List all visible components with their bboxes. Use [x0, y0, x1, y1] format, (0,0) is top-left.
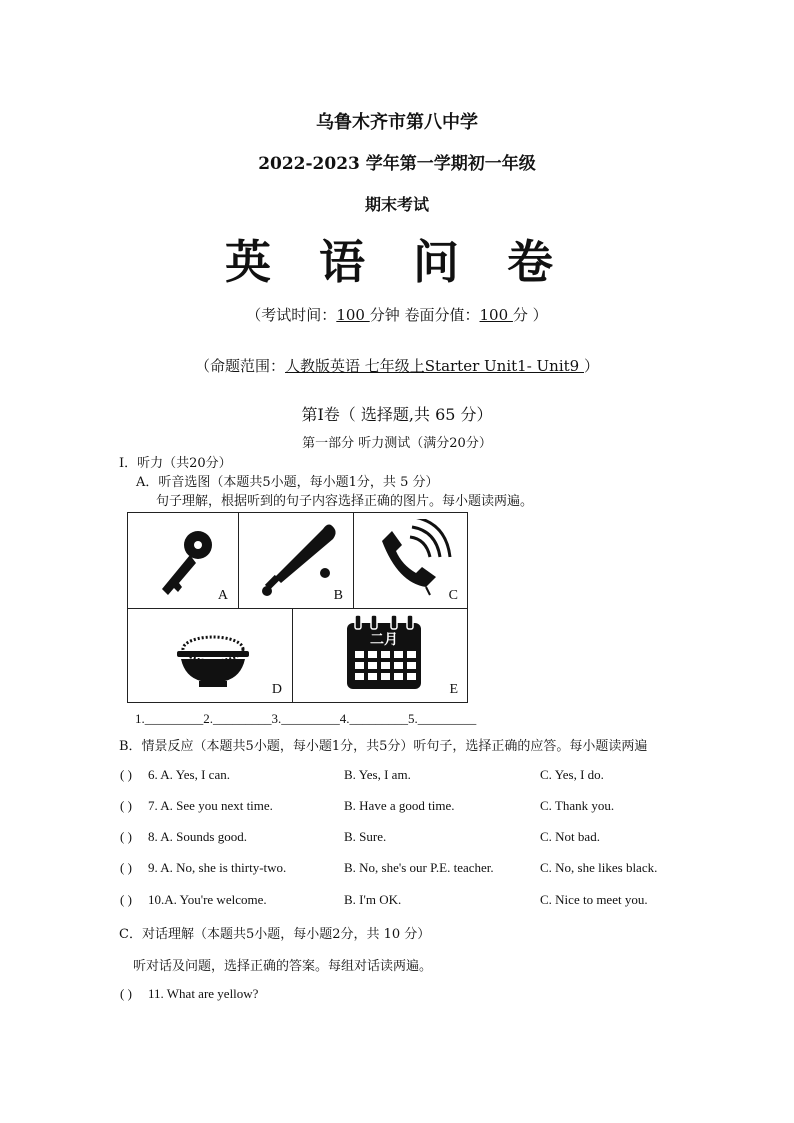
answer-paren[interactable]: ( ) [120, 892, 132, 907]
calendar-icon [345, 615, 423, 691]
exam-scope-info: （命题范围：人教版英语 七年级上Starter Unit1- Unit9 ） [194, 357, 599, 375]
exam-term: 期末考试 [364, 195, 429, 214]
question-option-b: B. No, she's our P.E. teacher. [344, 860, 494, 875]
picture-label: A [217, 588, 228, 603]
answer-blanks: 1._________2._________3._________4._________5._________ [135, 711, 477, 726]
question-option-a: 9. A. No, she is thirty-two. [148, 860, 287, 875]
section-c-instruction: 听对话及问题，选择正确的答案。每组对话读两遍。 [133, 959, 433, 974]
exam-time-info: （考试时间：100 分钟 卷面分值：100 分 ） [246, 306, 548, 324]
question-option-a: 7. A. See you next time. [148, 798, 273, 813]
scope-value: 人教版英语 七年级上Starter Unit1- Unit9 [285, 357, 584, 375]
picture-b [239, 513, 354, 609]
key-icon [146, 519, 226, 599]
answer-paren[interactable]: ( ) [120, 986, 132, 1001]
picture-label: C [448, 588, 458, 603]
section-c-title: C．对话理解（本题共5小题，每小题2分，共 10 分） [119, 927, 431, 942]
picture-d [128, 609, 293, 702]
score-value: 100 [479, 306, 513, 324]
time-value: 100 [336, 306, 370, 324]
baseball-bat-icon [253, 521, 343, 601]
picture-grid [127, 512, 468, 703]
section-a-title: A．听音选图（本题共5小题，每小题1分，共 5 分） [136, 475, 439, 490]
question-option-a: 8. A. Sounds good. [148, 829, 247, 844]
answer-paren[interactable]: ( ) [120, 798, 132, 813]
picture-label: E [449, 682, 458, 697]
question-option-b: B. Sure. [344, 829, 387, 844]
picture-label: D [271, 682, 282, 697]
section-i-title: I．听力（共20分） [119, 456, 232, 471]
picture-e [293, 609, 468, 702]
question-option-a: 10.A. You're welcome. [148, 892, 267, 907]
question-option-c: C. Yes, I do. [540, 767, 604, 782]
part1-title: 第Ⅰ卷（ 选择题,共 65 分） [301, 405, 493, 424]
question-option-c: C. Nice to meet you. [540, 892, 648, 907]
question-option-b: B. I'm OK. [344, 892, 402, 907]
question-option-c: C. Not bad. [540, 829, 600, 844]
question-option-a: 6. A. Yes, I can. [148, 767, 230, 782]
calendar-month: 二月 [370, 632, 398, 648]
question-option-c: C. Thank you. [540, 798, 615, 813]
picture-a [128, 513, 239, 609]
picture-c [354, 513, 468, 609]
picture-label: B [333, 588, 343, 603]
page-title: 英 语 问 卷 [224, 235, 570, 289]
answer-paren[interactable]: ( ) [120, 829, 132, 844]
question-option-b: B. Yes, I am. [344, 767, 411, 782]
answer-paren[interactable]: ( ) [120, 767, 132, 782]
school-name: 乌鲁木齐市第八中学 [316, 112, 478, 133]
rice-bowl-icon [173, 621, 253, 691]
answer-paren[interactable]: ( ) [120, 860, 132, 875]
section-a-instruction: 句子理解，根据听到的句子内容选择正确的图片。每小题读两遍。 [156, 494, 534, 509]
question-option-b: B. Have a good time. [344, 798, 455, 813]
school-year: 2022-2023 学年第一学期初一年级 [258, 154, 536, 174]
part1-subtitle: 第一部分 听力测试（满分20分） [302, 436, 492, 451]
question-11: 11. What are yellow? [148, 986, 259, 1001]
question-option-c: C. No, she likes black. [540, 860, 658, 875]
phone-icon [372, 519, 452, 599]
section-b-title: B．情景反应（本题共5小题，每小题1分，共5分）听句子，选择正确的应答。每小题读两遍 [119, 739, 648, 754]
